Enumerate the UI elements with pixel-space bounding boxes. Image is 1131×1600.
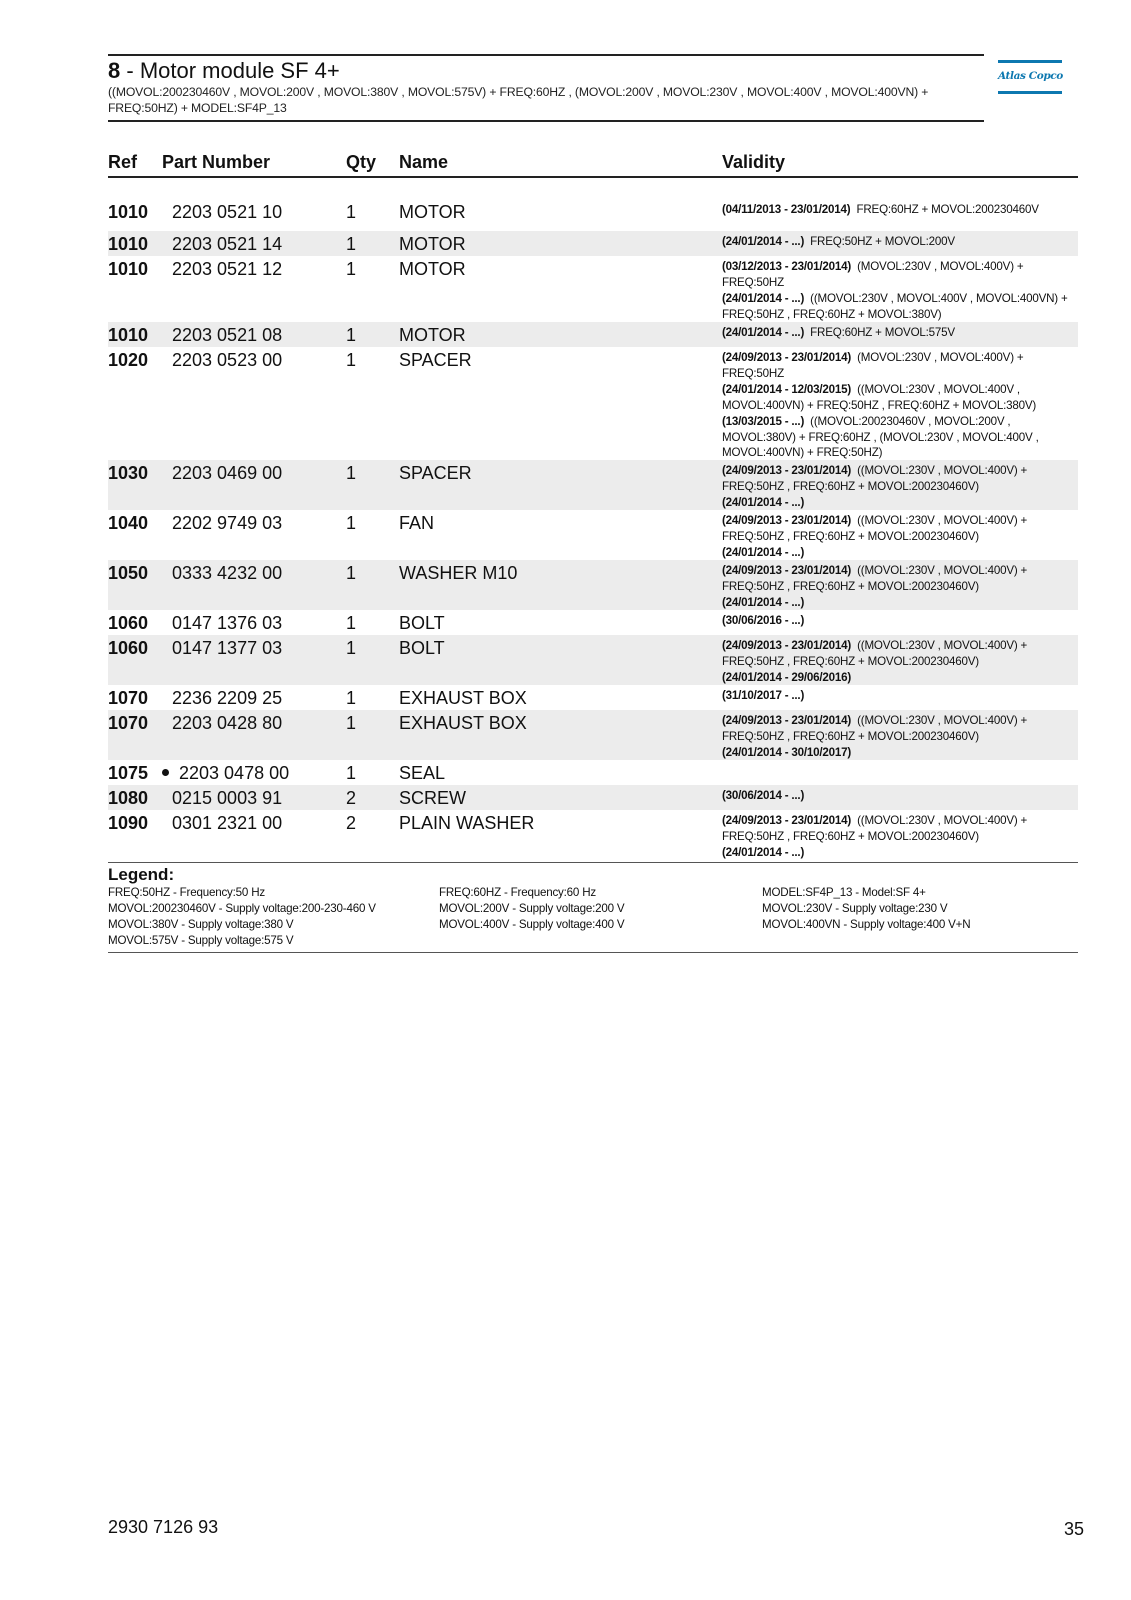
validity-date: (30/06/2014 - ...) <box>722 789 805 802</box>
validity-condition: FREQ:60HZ + MOVOL:200230460V <box>850 203 1039 216</box>
name-cell: MOTOR <box>399 202 466 222</box>
validity-date: (03/12/2013 - 23/01/2014) <box>722 260 852 273</box>
name-cell: SEAL <box>399 763 446 783</box>
validity-condition: ((MOVOL:230V , MOVOL:400V , <box>851 382 1020 396</box>
part-number-cell <box>172 234 282 254</box>
qty-cell: 2 <box>346 813 357 833</box>
name-cell: SPACER <box>399 350 472 370</box>
column-header-part-number: Part Number <box>162 152 271 172</box>
part-number-text: 2203 0521 14 <box>172 234 283 254</box>
table-header <box>108 150 1078 178</box>
legend-entry: MOVOL:575V - Supply voltage:575 V <box>108 934 294 947</box>
validity-line <box>722 713 1078 729</box>
validity-line <box>722 291 1078 307</box>
part-number-text: 2203 0521 08 <box>172 325 283 345</box>
legend-entry: MOVOL:200230460V - Supply voltage:200-230-460 V <box>108 902 376 915</box>
validity-date: (24/01/2014 - 30/10/2017) <box>722 745 852 759</box>
footer-document-number: 2930 7126 93 <box>108 1517 219 1537</box>
validity-cell <box>722 813 1078 861</box>
ref-cell: 1010 <box>108 202 149 222</box>
validity-line <box>722 325 1078 341</box>
validity-date: (30/06/2016 - ...) <box>722 614 805 627</box>
column-header-validity: Validity <box>722 152 786 172</box>
part-number-text: 0301 2321 00 <box>172 813 283 833</box>
qty-cell: 1 <box>346 613 357 633</box>
part-number-cell <box>162 763 289 783</box>
section-subtitle-line1: ((MOVOL:200230460V , MOVOL:200V , MOVOL:380V , MOVOL:575V) + FREQ:60HZ , (MOVOL:200V , MOVOL:230V , MOVOL:400V , MOVOL:400VN) + <box>108 85 929 99</box>
legend-column-3 <box>762 885 970 933</box>
qty-cell: 2 <box>346 788 357 808</box>
validity-condition: FREQ:60HZ + MOVOL:575V <box>804 326 955 339</box>
validity-cell <box>722 688 1078 704</box>
ref-cell: 1020 <box>108 350 149 370</box>
ref-cell: 1010 <box>108 259 149 279</box>
validity-line <box>722 350 1078 366</box>
part-number-cell <box>172 350 282 370</box>
validity-line: MOVOL:380V) + FREQ:60HZ , (MOVOL:230V , MOVOL:400V , <box>722 430 1039 444</box>
table-row <box>108 460 1078 510</box>
validity-cell <box>722 613 1078 629</box>
ref-cell: 1040 <box>108 513 149 533</box>
name-cell: MOTOR <box>399 259 466 279</box>
validity-cell <box>722 513 1078 561</box>
qty-cell: 1 <box>346 513 357 533</box>
table-row <box>108 510 1078 560</box>
name-cell: FAN <box>399 513 435 533</box>
part-number-cell <box>172 788 282 808</box>
validity-date: (24/09/2013 - 23/01/2014) <box>722 464 852 477</box>
validity-cell <box>722 788 1078 804</box>
validity-date: (24/01/2014 - 29/06/2016) <box>722 670 852 684</box>
validity-line <box>722 513 1078 529</box>
validity-line <box>722 845 1078 861</box>
name-cell: PLAIN WASHER <box>399 813 535 833</box>
part-number-cell <box>172 613 282 633</box>
validity-line: FREQ:50HZ , FREQ:60HZ + MOVOL:200230460V) <box>722 479 979 493</box>
legend-entry: MOVOL:200V - Supply voltage:200 V <box>439 902 625 915</box>
validity-line: FREQ:50HZ , FREQ:60HZ + MOVOL:200230460V) <box>722 729 979 743</box>
legend-entry: FREQ:60HZ - Frequency:60 Hz <box>439 886 596 899</box>
validity-line <box>722 563 1078 579</box>
table-row <box>108 610 1078 635</box>
name-cell: MOTOR <box>399 325 466 345</box>
ref-cell: 1010 <box>108 325 149 345</box>
validity-cell <box>722 259 1078 323</box>
table-row <box>108 785 1078 810</box>
ref-cell: 1030 <box>108 463 149 483</box>
name-cell: SCREW <box>399 788 466 808</box>
legend-title: Legend: <box>108 865 175 884</box>
validity-cell <box>722 713 1078 761</box>
qty-cell: 1 <box>346 202 357 222</box>
name-cell: BOLT <box>399 613 445 633</box>
validity-date: (24/01/2014 - ...) <box>722 235 805 248</box>
section-title-text: Motor module SF 4+ <box>139 58 340 83</box>
name-cell: SPACER <box>399 463 472 483</box>
validity-date: (24/01/2014 - ...) <box>722 326 805 339</box>
validity-condition: ((MOVOL:230V , MOVOL:400V) + <box>851 514 1028 527</box>
legend-entry: MODEL:SF4P_13 - Model:SF 4+ <box>762 886 926 899</box>
validity-line: FREQ:50HZ <box>722 366 784 380</box>
table-row <box>108 231 1078 256</box>
validity-cell <box>722 563 1078 611</box>
table-row <box>108 810 1078 860</box>
parts-table-body <box>108 199 1078 860</box>
part-number-text: 0215 0003 91 <box>172 788 283 808</box>
validity-date: (31/10/2017 - ...) <box>722 689 805 702</box>
legend-entry: FREQ:50HZ - Frequency:50 Hz <box>108 886 265 899</box>
part-number-cell <box>172 563 282 583</box>
logo-text: Atlas Copco <box>998 70 1063 82</box>
part-number-cell <box>172 638 282 658</box>
validity-line <box>722 688 1078 704</box>
table-row <box>108 685 1078 710</box>
ref-cell: 1060 <box>108 638 149 658</box>
legend-column-2 <box>439 885 624 933</box>
validity-cell <box>722 234 1078 250</box>
qty-cell: 1 <box>346 763 357 783</box>
validity-date: (24/09/2013 - 23/01/2014) <box>722 564 852 577</box>
name-cell: MOTOR <box>399 234 466 254</box>
validity-date: (24/01/2014 - ...) <box>722 291 805 305</box>
part-number-text: 2203 0521 10 <box>172 202 283 222</box>
part-number-cell <box>172 713 282 733</box>
section-separator: - <box>120 58 140 83</box>
footer-page-number: 35 <box>1063 1519 1084 1539</box>
validity-date: (24/01/2014 - ...) <box>722 495 805 509</box>
qty-cell: 1 <box>346 350 357 370</box>
validity-line <box>722 545 1078 561</box>
validity-date: (24/09/2013 - 23/01/2014) <box>722 514 852 527</box>
validity-line: MOVOL:400VN) + FREQ:50HZ) <box>722 446 883 460</box>
validity-date: (24/01/2014 - 12/03/2015) <box>722 382 852 396</box>
ref-cell: 1070 <box>108 713 149 733</box>
part-number-cell <box>172 325 282 345</box>
part-number-text: 2202 9749 03 <box>172 513 283 533</box>
name-cell: EXHAUST BOX <box>399 713 527 733</box>
validity-condition: ((MOVOL:230V , MOVOL:400V) + <box>851 639 1028 652</box>
validity-cell <box>722 638 1078 686</box>
legend <box>108 862 1078 953</box>
validity-date: (24/09/2013 - 23/01/2014) <box>722 714 852 727</box>
table-row <box>108 560 1078 610</box>
qty-cell: 1 <box>346 713 357 733</box>
validity-line <box>722 202 1078 218</box>
qty-cell: 1 <box>346 463 357 483</box>
part-number-cell <box>172 688 282 708</box>
validity-cell <box>722 463 1078 511</box>
validity-cell <box>722 325 1078 341</box>
validity-date: (24/09/2013 - 23/01/2014) <box>722 814 852 827</box>
validity-cell <box>722 350 1078 461</box>
validity-date: (13/03/2015 - ...) <box>722 414 805 428</box>
column-header-name: Name <box>399 152 449 172</box>
validity-date: (04/11/2013 - 23/01/2014) <box>722 203 851 216</box>
validity-line <box>722 234 1078 250</box>
validity-date: (24/01/2014 - ...) <box>722 845 805 859</box>
table-row <box>108 322 1078 347</box>
qty-cell: 1 <box>346 688 357 708</box>
validity-line <box>722 414 1078 430</box>
validity-line: FREQ:50HZ , FREQ:60HZ + MOVOL:200230460V) <box>722 579 979 593</box>
validity-condition: ((MOVOL:230V , MOVOL:400V) + <box>851 814 1028 827</box>
validity-line <box>722 463 1078 479</box>
validity-condition: (MOVOL:230V , MOVOL:400V) + <box>851 260 1024 273</box>
qty-cell: 1 <box>346 563 357 583</box>
qty-cell: 1 <box>346 325 357 345</box>
validity-condition: ((MOVOL:230V , MOVOL:400V) + <box>851 464 1028 477</box>
part-number-text: 0147 1377 03 <box>172 638 283 658</box>
validity-line: FREQ:50HZ , FREQ:60HZ + MOVOL:380V) <box>722 307 942 321</box>
section-header <box>108 54 984 122</box>
validity-line <box>722 813 1078 829</box>
validity-line <box>722 613 1078 629</box>
validity-line <box>722 382 1078 398</box>
part-number-cell <box>172 513 282 533</box>
validity-date: (24/01/2014 - ...) <box>722 595 805 609</box>
ref-cell: 1060 <box>108 613 149 633</box>
validity-line <box>722 670 1078 686</box>
validity-line: FREQ:50HZ , FREQ:60HZ + MOVOL:200230460V) <box>722 829 979 843</box>
name-cell: WASHER M10 <box>399 563 518 583</box>
name-cell: EXHAUST BOX <box>399 688 527 708</box>
legend-column-1 <box>108 885 376 949</box>
validity-date: (24/09/2013 - 23/01/2014) <box>722 639 852 652</box>
ref-cell: 1080 <box>108 788 149 808</box>
validity-condition: ((MOVOL:230V , MOVOL:400V) + <box>851 564 1028 577</box>
part-number-text: 2203 0469 00 <box>172 463 283 483</box>
table-row <box>108 635 1078 685</box>
part-number-text: 2203 0523 00 <box>172 350 283 370</box>
part-number-text: 2236 2209 25 <box>172 688 283 708</box>
ref-cell: 1075 <box>108 763 149 783</box>
ref-cell: 1010 <box>108 234 149 254</box>
qty-cell: 1 <box>346 638 357 658</box>
validity-condition: FREQ:50HZ + MOVOL:200V <box>804 235 955 248</box>
table-row <box>108 710 1078 760</box>
validity-line: FREQ:50HZ , FREQ:60HZ + MOVOL:200230460V) <box>722 529 979 543</box>
column-header-qty: Qty <box>346 152 377 172</box>
table-row <box>108 256 1078 322</box>
validity-cell <box>722 202 1078 218</box>
validity-condition: ((MOVOL:230V , MOVOL:400V) + <box>851 714 1028 727</box>
validity-condition: ((MOVOL:200230460V , MOVOL:200V , <box>804 414 1011 428</box>
part-number-cell <box>172 813 282 833</box>
part-number-text: 0147 1376 03 <box>172 613 283 633</box>
table-row <box>108 760 1078 785</box>
table-row <box>108 347 1078 460</box>
column-header-ref: Ref <box>108 152 138 172</box>
validity-line <box>722 259 1078 275</box>
validity-line <box>722 495 1078 511</box>
name-cell: BOLT <box>399 638 445 658</box>
validity-line <box>722 788 1078 804</box>
ref-cell: 1050 <box>108 563 149 583</box>
part-number-cell <box>172 202 282 222</box>
validity-line <box>722 745 1078 761</box>
legend-entry: MOVOL:400V - Supply voltage:400 V <box>439 918 625 931</box>
bullet-marker <box>162 769 169 776</box>
qty-cell: 1 <box>346 234 357 254</box>
part-number-cell <box>172 463 282 483</box>
part-number-text: 2203 0428 80 <box>172 713 283 733</box>
section-subtitle-line2: FREQ:50HZ) + MODEL:SF4P_13 <box>108 101 287 115</box>
part-number-text: 2203 0521 12 <box>172 259 283 279</box>
validity-date: (24/01/2014 - ...) <box>722 545 805 559</box>
validity-date: (24/09/2013 - 23/01/2014) <box>722 351 852 364</box>
validity-line: FREQ:50HZ , FREQ:60HZ + MOVOL:200230460V) <box>722 654 979 668</box>
qty-cell: 1 <box>346 259 357 279</box>
section-title <box>108 58 984 84</box>
atlas-copco-logo <box>998 60 1062 94</box>
ref-cell: 1070 <box>108 688 149 708</box>
validity-line: FREQ:50HZ <box>722 275 784 289</box>
legend-entry: MOVOL:230V - Supply voltage:230 V <box>762 902 948 915</box>
logo-bar-top <box>998 60 1062 63</box>
part-number-cell <box>172 259 282 279</box>
table-row <box>108 199 1078 231</box>
legend-entry: MOVOL:400VN - Supply voltage:400 V+N <box>762 918 971 931</box>
ref-cell: 1090 <box>108 813 149 833</box>
part-number-text: 0333 4232 00 <box>172 563 283 583</box>
section-number: 8 <box>108 58 121 83</box>
validity-line <box>722 595 1078 611</box>
validity-condition: (MOVOL:230V , MOVOL:400V) + <box>851 351 1024 364</box>
part-number-text: 2203 0478 00 <box>179 763 290 783</box>
validity-line: MOVOL:400VN) + FREQ:50HZ , FREQ:60HZ + MOVOL:380V) <box>722 398 1037 412</box>
logo-bar-bottom <box>998 91 1062 94</box>
legend-entry: MOVOL:380V - Supply voltage:380 V <box>108 918 294 931</box>
validity-condition: ((MOVOL:230V , MOVOL:400V , MOVOL:400VN) + <box>804 291 1068 305</box>
validity-line <box>722 638 1078 654</box>
